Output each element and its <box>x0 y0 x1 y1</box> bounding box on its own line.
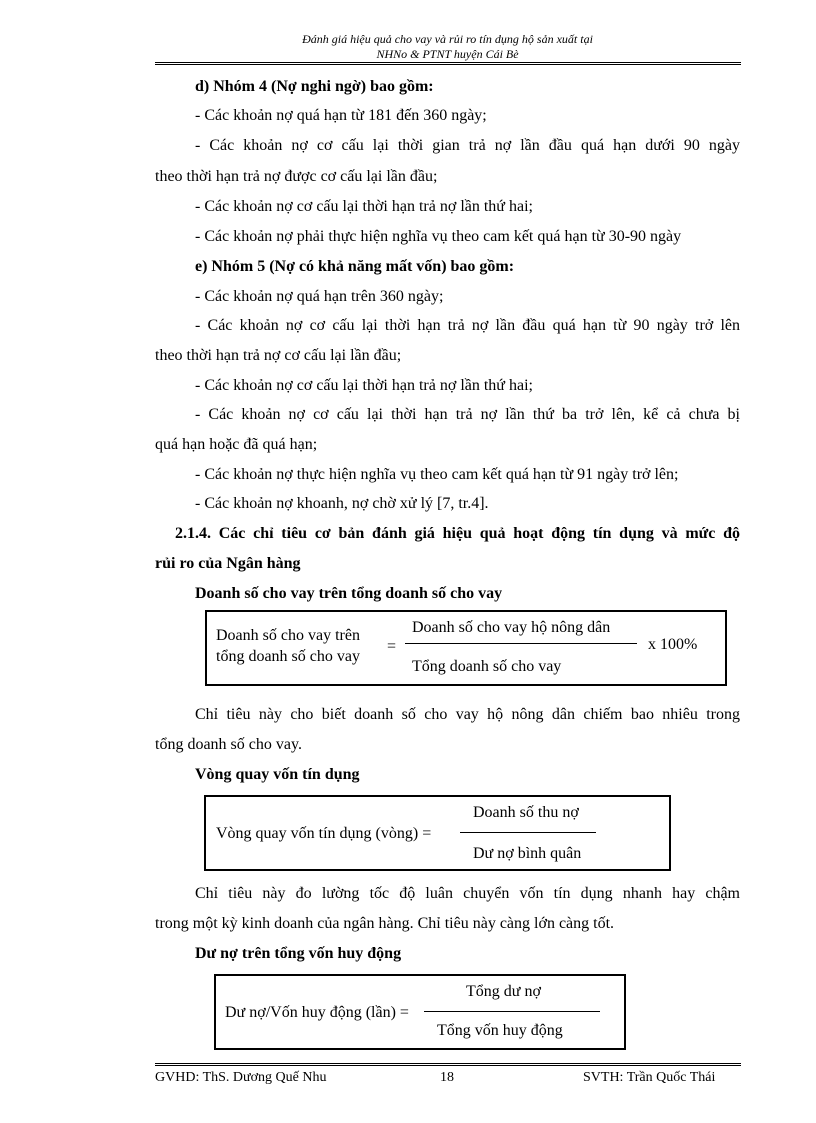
footer-student: SVTH: Trần Quốc Thái <box>583 1070 716 1085</box>
formula1-equals: = <box>387 638 397 655</box>
footer-advisor: GVHD: ThS. Dương Quế Nhu <box>155 1070 327 1085</box>
list-item: - Các khoản nợ thực hiện nghĩa vụ theo cam kết quá hạn từ 91 ngày trở lên; <box>195 466 679 483</box>
formula2-description: Chỉ tiêu này đo lường tốc độ luân chuyển vốn tín dụng nhanh hay chậm <box>195 885 740 902</box>
footer-rule <box>155 1063 741 1064</box>
list-item: - Các khoản nợ khoanh, nợ chờ xử lý [7, tr.4]. <box>195 495 489 512</box>
footer-rule-2 <box>155 1065 741 1066</box>
formula1-lhs-line2: tổng doanh số cho vay <box>216 648 360 665</box>
header-rule <box>155 62 741 63</box>
list-item: - Các khoản nợ cơ cấu lại thời hạn trả nợ lần đầu quá hạn từ 90 ngày trở lên <box>195 317 740 334</box>
formula3-lhs: Dư nợ/Vốn huy động (lần) = <box>225 1004 409 1021</box>
list-item: theo thời hạn trả nợ được cơ cấu lại lần đầu; <box>155 168 438 185</box>
section-d-heading: d) Nhóm 4 (Nợ nghi ngờ) bao gồm: <box>195 78 434 95</box>
header-title-line1: Đánh giá hiệu quả cho vay và rủi ro tín dụng hộ sản xuất tại <box>302 32 593 46</box>
list-item: theo thời hạn trả nợ cơ cấu lại lần đầu; <box>155 347 402 364</box>
formula2-denominator: Dư nợ bình quân <box>473 845 582 862</box>
list-item: - Các khoản nợ phải thực hiện nghĩa vụ theo cam kết quá hạn từ 30-90 ngày <box>195 228 682 245</box>
formula1-lhs-line1: Doanh số cho vay trên <box>216 627 360 644</box>
formula1-fraction-bar <box>405 643 637 644</box>
section-heading-cont: rủi ro của Ngân hàng <box>155 555 301 572</box>
formula2-fraction-bar <box>460 832 596 833</box>
list-item: - Các khoản nợ cơ cấu lại thời hạn trả nợ lần thứ ba trở lên, kể cả chưa bị <box>195 406 740 423</box>
header-title-line2: NHNo & PTNT huyện Cái Bè <box>376 47 519 61</box>
formula2-numerator: Doanh số thu nợ <box>473 804 579 821</box>
list-item: quá hạn hoặc đã quá hạn; <box>155 436 318 453</box>
formula1-denominator: Tổng doanh số cho vay <box>412 658 562 675</box>
section-heading: 2.1.4. Các chỉ tiêu cơ bản đánh giá hiệu quả hoạt động tín dụng và mức độ <box>175 525 740 542</box>
list-item: - Các khoản nợ quá hạn từ 181 đến 360 ngày; <box>195 107 487 124</box>
formula3-denominator: Tổng vốn huy động <box>437 1022 563 1039</box>
list-item: - Các khoản nợ quá hạn trên 360 ngày; <box>195 288 444 305</box>
formula1-title: Doanh số cho vay trên tổng doanh số cho vay <box>195 585 503 602</box>
formula1-numerator: Doanh số cho vay hộ nông dân <box>412 619 611 636</box>
formula1-description: Chỉ tiêu này cho biết doanh số cho vay hộ nông dân chiếm bao nhiêu trong <box>195 706 740 723</box>
list-item: - Các khoản nợ cơ cấu lại thời gian trả nợ lần đầu quá hạn dưới 90 ngày <box>195 137 740 154</box>
list-item: - Các khoản nợ cơ cấu lại thời hạn trả nợ lần thứ hai; <box>195 198 533 215</box>
header-rule-2 <box>155 64 741 65</box>
formula3-fraction-bar <box>424 1011 600 1012</box>
page-number: 18 <box>440 1070 454 1085</box>
list-item: - Các khoản nợ cơ cấu lại thời hạn trả nợ lần thứ hai; <box>195 377 533 394</box>
section-e-heading: e) Nhóm 5 (Nợ có khả năng mất vốn) bao gồm: <box>195 258 515 275</box>
formula3-numerator: Tổng dư nợ <box>466 983 541 1000</box>
formula1-multiplier: x 100% <box>648 636 698 653</box>
formula3-title: Dư nợ trên tổng vốn huy động <box>195 945 402 962</box>
formula1-description-cont: tổng doanh số cho vay. <box>155 736 302 753</box>
formula2-lhs: Vòng quay vốn tín dụng (vòng) = <box>216 825 432 842</box>
formula2-description-cont: trong một kỳ kinh doanh của ngân hàng. Chỉ tiêu này càng lớn càng tốt. <box>155 915 615 932</box>
formula2-title: Vòng quay vốn tín dụng <box>195 766 360 783</box>
